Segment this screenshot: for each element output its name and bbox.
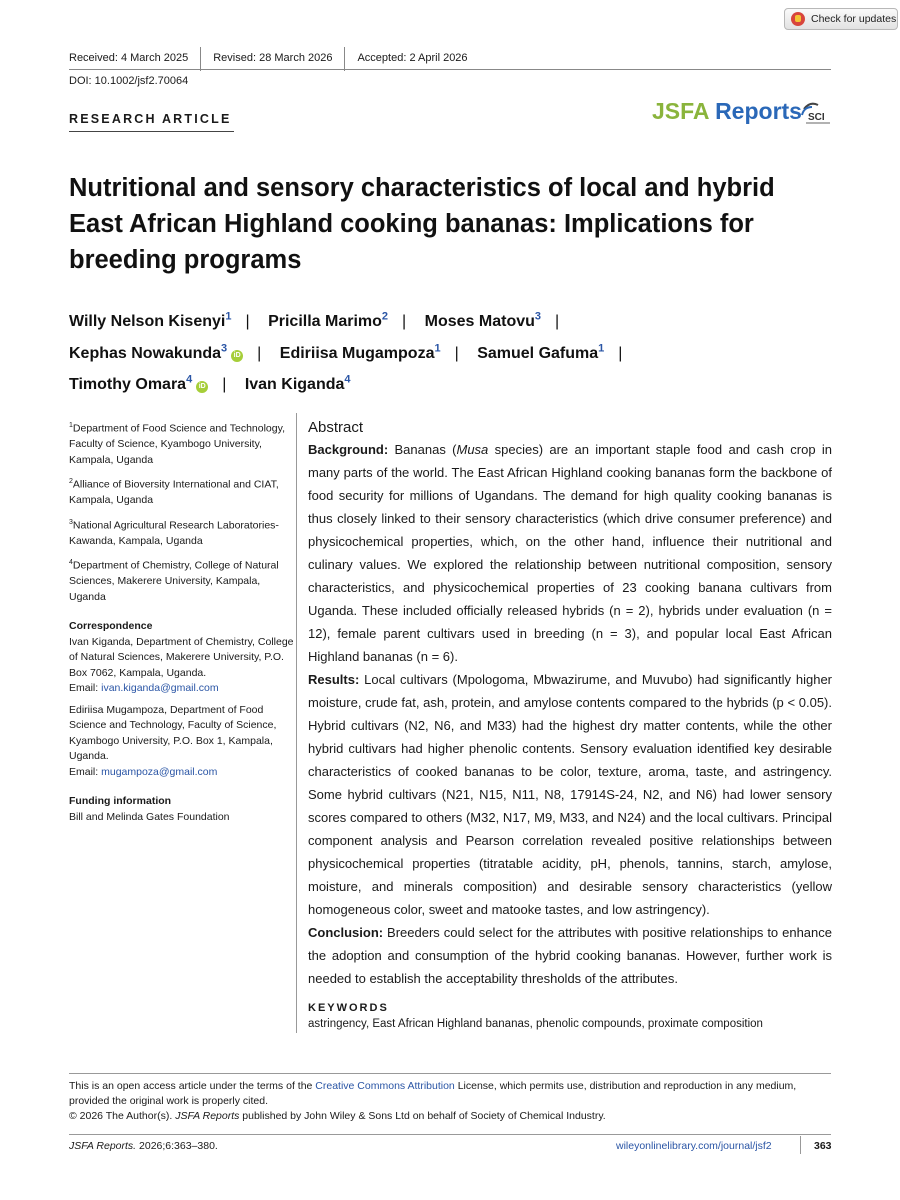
license-notice: This is an open access article under the terms of the Creative Commons Attribution License, which permits use, distribution and reproduction in any medium, provided the original work is properly cited. © 2026 The Author(s). JSFA Reports published by John Wiley & Sons Ltd on behalf of Society of Chemical Industry.	[69, 1080, 797, 1122]
article-type: RESEARCH ARTICLE	[69, 112, 232, 126]
journal-prefix: JSFA	[652, 98, 709, 124]
page-number-divider	[800, 1136, 801, 1154]
doi[interactable]: DOI: 10.1002/jsf2.70064	[69, 75, 189, 87]
abstract-results: Results: Local cultivars (Mpologoma, Mbwazirume, and Muvubo) had significantly higher moisture, crude fat, ash, protein, and amylose contents compared to the hybrids (p < 0.05). Hybrid cultivars (N2, N6, and M33) had the highest dry matter contents, while the other hybrid cultivars had higher phenolic contents. Sensory evaluation identified key desirable characteristics of cooked bananas to be color, texture, aroma, taste, and astringency. Some hybrid cultivars (N21, N15, N11, N8, 17914S-24, N2, and N6) had lower sensory scores compared to others (M32, N17, M9, M33, and N24) and the local cultivars. Principal component analysis and Pearson correlation revealed positive relationships between physicochemical properties (titratable acidity, pH, phenols, tannins, starch, amylose, moisture, and minerals composition) and desirable sensory characteristics (yellow homogeneous color, sweet and matooke tastes, and low astringency).	[308, 672, 832, 917]
keywords: astringency, East African Highland bananas, phenolic compounds, proximate composition	[308, 1018, 763, 1030]
crossmark-icon	[791, 12, 805, 26]
received-date: Received: 4 March 2025	[69, 52, 189, 64]
author[interactable]: Kephas Nowakunda$^3$iD	[69, 345, 243, 362]
correspondence-2: Ediriisa Mugampoza, Department of Food Science and Technology, Faculty of Science, Kyambogo University, P.O. Box 1, Kampala, Uganda. Email: mugampoza@gmail.com	[69, 703, 277, 778]
author[interactable]: Ediriisa Mugampoza$^1$	[279, 342, 441, 362]
bottom-divider	[69, 1134, 831, 1135]
affiliation: $^4$Department of Chemistry, College of Natural Sciences, Makerere University, Kampala, Uganda	[69, 559, 279, 603]
article-title: Nutritional and sensory characteristics of local and hybrid East African Highland cooking bananas: Implications for breeding programs	[69, 174, 775, 274]
article-dates	[69, 47, 480, 71]
affiliation: $^3$National Agricultural Research Laboratories-Kawanda, Kampala, Uganda	[69, 518, 279, 547]
keywords-heading: KEYWORDS	[308, 1002, 389, 1014]
affiliation: $^1$Department of Food Science and Technology, Faculty of Science, Kyambogo University, Kampala, Uganda	[69, 422, 285, 466]
author[interactable]: Willy Nelson Kisenyi$^1$	[69, 311, 232, 331]
correspondence-1: Ivan Kiganda, Department of Chemistry, College of Natural Sciences, Makerere University, P.O. Box 7062, Kampala, Uganda. Email: ivan.kiganda@gmail.com	[69, 635, 294, 694]
funding-text: Bill and Melinda Gates Foundation	[69, 810, 230, 823]
journal-logo	[652, 98, 802, 125]
check-for-updates-label: Check for updates	[811, 13, 897, 25]
footer-divider	[69, 1073, 831, 1074]
header-divider	[69, 69, 831, 70]
affiliations-column	[69, 418, 294, 831]
abstract-background: Background: Bananas (Musa species) are an important staple food and cash crop in many parts of the world. The East African Highland cooking bananas form the backbone of food security for millions of Ugandans. The demand for high quality cooking bananas is thus closely linked to their sensory characteristics (which drive consumer preference) and physicochemical properties, which, on the other hand, influence their nutritional and culinary values. We explored the relationship between nutritional composition, sensory characteristics, and physicochemical properties of 23 cooking banana cultivars from Uganda. These included officially released hybrids (n = 2), hybrids under evaluation (n = 12), female parent cultivars used in breeding (n = 3), and popular local East African Highland bananas (n = 6).	[308, 442, 833, 664]
citation: JSFA Reports. 2026;6:363–380.	[69, 1140, 218, 1152]
abstract-heading: Abstract	[308, 419, 364, 436]
orcid-icon[interactable]: iD	[196, 381, 208, 393]
affiliation: $^2$Alliance of Bioversity International and CIAT, Kampala, Uganda	[69, 478, 279, 506]
abstract	[308, 418, 832, 990]
article-type-underline	[69, 131, 234, 132]
author[interactable]: Samuel Gafuma$^1$	[477, 342, 605, 362]
orcid-icon[interactable]: iD	[231, 350, 243, 362]
journal-name: Reports	[715, 98, 802, 124]
svg-text:SCI: SCI	[808, 112, 825, 123]
author[interactable]: Moses Matovu$^3$	[424, 311, 542, 331]
page-number: 363	[814, 1140, 832, 1152]
journal-url-link[interactable]: wileyonlinelibrary.com/journal/jsf2	[616, 1140, 772, 1152]
check-for-updates-button[interactable]	[784, 8, 898, 30]
email-link[interactable]: ivan.kiganda@gmail.com	[101, 682, 219, 694]
author[interactable]: Timothy Omara$^4$iD	[69, 376, 208, 393]
abstract-divider	[296, 413, 297, 1033]
email-link[interactable]: mugampoza@gmail.com	[101, 765, 218, 778]
correspondence-heading: Correspondence	[69, 620, 153, 632]
author[interactable]: Ivan Kiganda$^4$	[244, 373, 351, 393]
author-list: Willy Nelson Kisenyi$^1$ | Pricilla Marimo$^2$ | Moses Matovu$^3$ | Kephas Nowakunda$^3$iD | Ediriisa Mugampoza$^1$ | Samuel Gafuma$^1$ | Timothy Omara$^4$iD | Ivan Kiganda$^4$	[69, 311, 623, 393]
abstract-conclusion: Conclusion: Breeders could select for the attributes with positive relationships to enhance the adoption and consumption of the hybrid cooking bananas. However, further work is needed to establish the acceptability thresholds of the attributes.	[308, 925, 832, 986]
author[interactable]: Pricilla Marimo$^2$	[268, 311, 389, 331]
cc-license-link[interactable]: Creative Commons Attribution	[315, 1080, 455, 1092]
sci-logo-icon	[800, 99, 832, 127]
revised-date: Revised: 28 March 2026	[200, 47, 344, 71]
funding-heading: Funding information	[69, 795, 172, 807]
accepted-date: Accepted: 2 April 2026	[344, 47, 479, 71]
